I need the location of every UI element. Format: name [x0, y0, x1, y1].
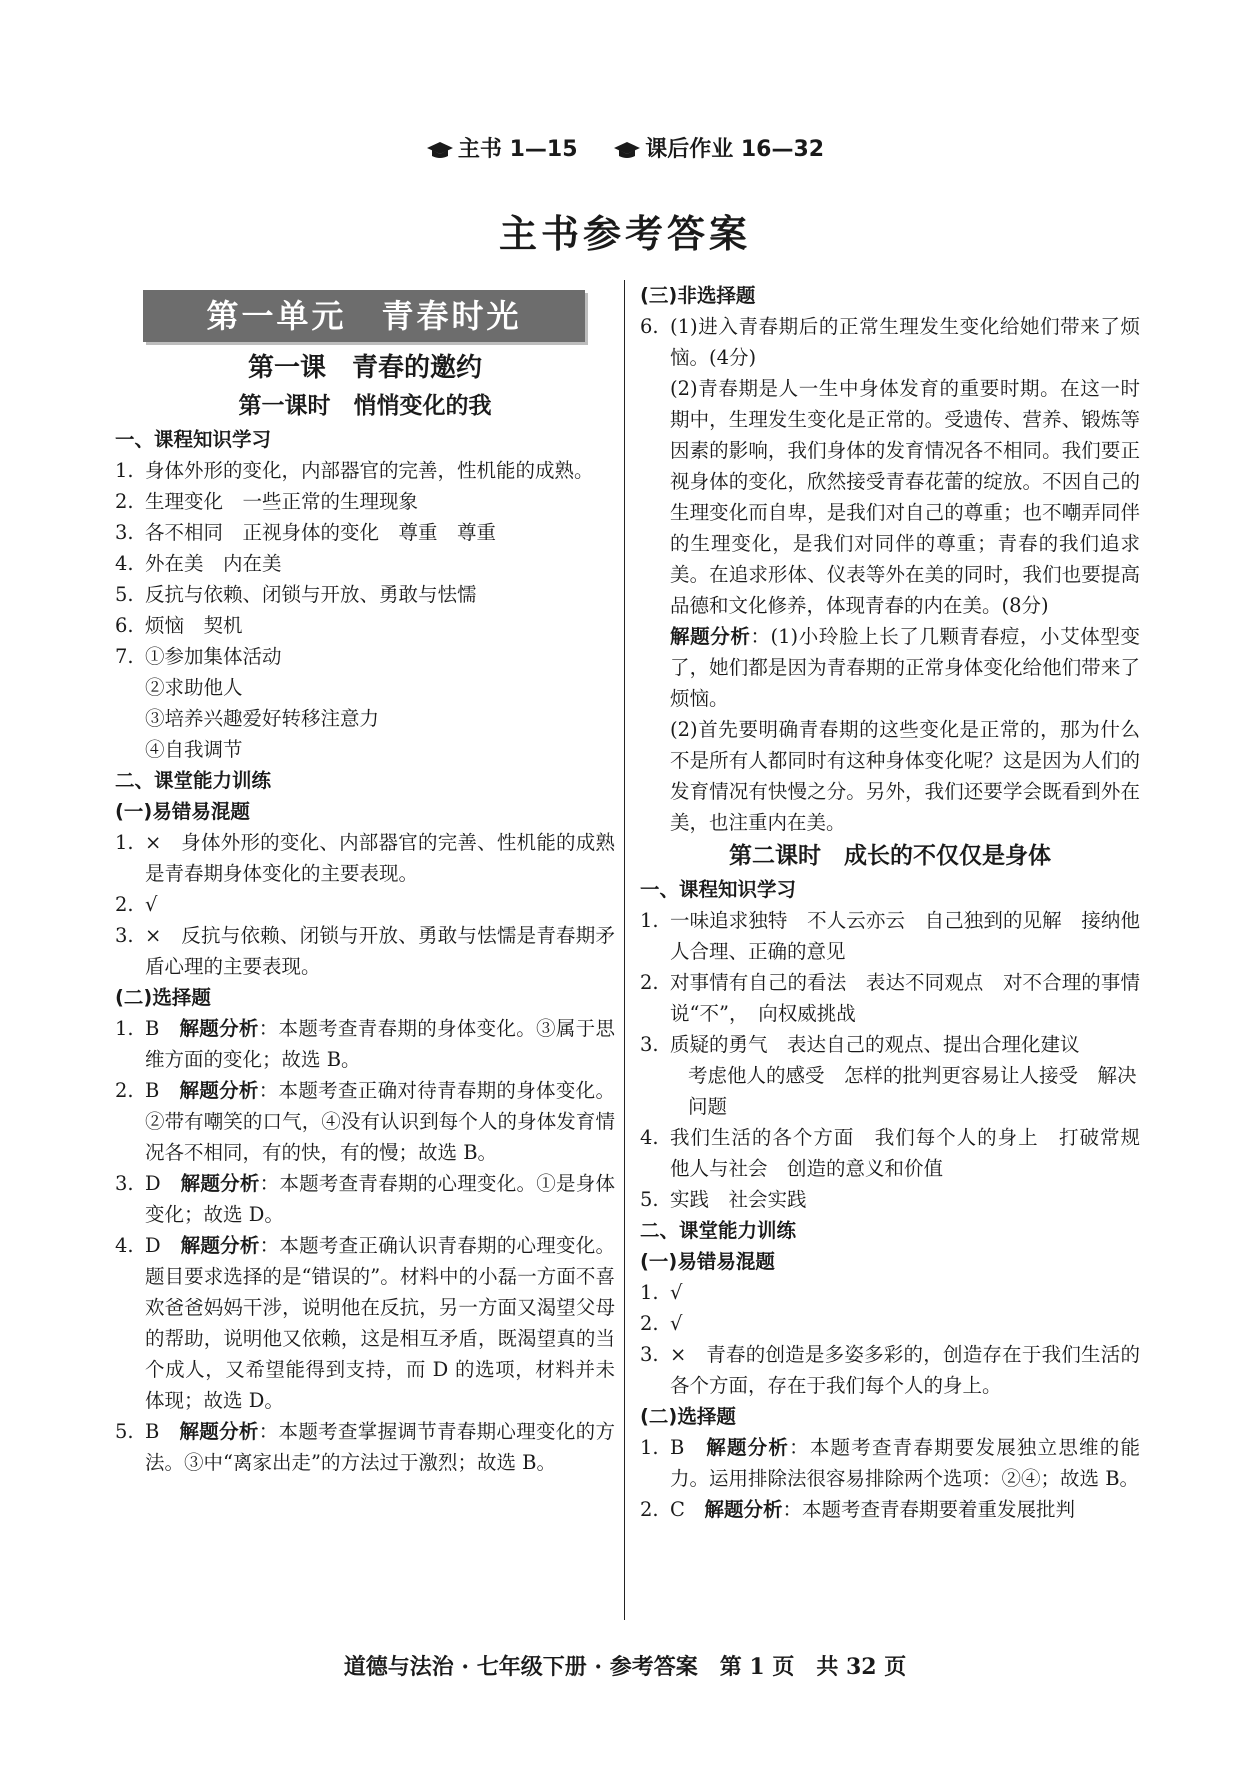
list-item: 4. 外在美 内在美: [115, 552, 282, 575]
list-item: 3. 质疑的勇气 表达自己的观点、提出合理化建议: [640, 1033, 1080, 1056]
list-item: 5. 实践 社会实践: [640, 1188, 807, 1211]
answer-item: 1. B 解题分析：本题考查青春期要发展独立思维的能力。运用排除法很容易排除两个选项：②④；故选 B。: [640, 1436, 1140, 1490]
subsection-heading: (三)非选择题: [640, 284, 756, 307]
answer-item: 3. D 解题分析：本题考查青春期的心理变化。①是身体变化；故选 D。: [115, 1172, 615, 1226]
subsection-heading: (一)易错易混题: [115, 800, 250, 823]
analysis-paragraph: 解题分析：(1)小玲脸上长了几颗青春痘，小艾体型变了，她们都是因为青春期的正常身体变化给他们带来了烦恼。: [670, 625, 1140, 710]
answer-item: 5. B 解题分析：本题考查掌握调节青春期心理变化的方法。③中“离家出走”的方法过于激烈；故选 B。: [115, 1420, 615, 1474]
list-item: 6. 烦恼 契机: [115, 614, 243, 637]
list-item: 3. × 青春的创造是多姿多彩的，创造存在于我们生活的各个方面，存在于我们每个人的身上。: [640, 1343, 1140, 1397]
header-main-book: 主书 1—15: [426, 137, 585, 162]
period-title: 第一课时 悄悄变化的我: [238, 392, 492, 419]
answer-item: 6. (1)进入青春期后的正常生理发生变化给她们带来了烦恼。(4分): [640, 315, 1140, 369]
list-item: 1. √: [640, 1281, 683, 1304]
answer-item: 2. B 解题分析：本题考查正确对待青春期的身体变化。②带有嘲笑的口气，④没有认识到每个人的身体发育情况各不相同，有的快，有的慢；故选 B。: [115, 1079, 615, 1164]
list-item: 2. √: [640, 1312, 683, 1335]
list-item: 5. 反抗与依赖、闭锁与开放、勇敢与怯懦: [115, 583, 477, 606]
graduation-cap-icon: [613, 141, 641, 159]
list-item: 2. √: [115, 893, 158, 916]
section-heading: 一、课程知识学习: [640, 878, 797, 901]
graduation-cap-icon: [426, 141, 454, 159]
section-heading: 二、课堂能力训练: [640, 1219, 797, 1242]
list-item: 3. 各不相同 正视身体的变化 尊重 尊重: [115, 521, 497, 544]
unit-banner: 第一单元 青春时光: [143, 290, 585, 342]
page-footer: 道德与法治 · 七年级下册 · 参考答案 第 1 页 共 32 页: [343, 1654, 907, 1680]
list-subitem: 考虑他人的感受 怎样的批判更容易让人接受 解决问题: [688, 1064, 1137, 1118]
list-subitem: ④自我调节: [145, 738, 243, 761]
answer-paragraph: (2)青春期是人一生中身体发育的重要时期。在这一时期中，生理发生变化是正常的。受遗传、营养、锻炼等因素的影响，我们身体的发育情况各不相同。我们要正视身体的变化，欣然接受青春花蕾的绽放。不因自己的生理变化而自卑，是我们对自己的尊重；也不嘲弄同伴的生理变化，是我们对同伴的尊重；青春的我们追求美。在追求形体、仪表等外在美的同时，我们也要提高品德和文化修养，体现青春的内在美。(8分): [670, 377, 1140, 617]
analysis-paragraph: (2)首先要明确青春期的这些变化是正常的，那为什么不是所有人都同时有这种身体变化呢？这是因为人们的发育情况有快慢之分。另外，我们还要学会既看到外在美，也注重内在美。: [670, 718, 1140, 834]
answer-item: 4. D 解题分析：本题考查正确认识青春期的心理变化。题目要求选择的是“错误的”。材料中的小磊一方面不喜欢爸爸妈妈干涉，说明他在反抗，另一方面又渴望父母的帮助，说明他又依赖，这是相互矛盾，既渴望真的当个成人，又希望能得到支持，而 D 的选项，材料并未体现；故选 D。: [115, 1234, 615, 1412]
list-item: 2. 生理变化 一些正常的生理现象: [115, 490, 419, 513]
list-item: 1. 一味追求独特 不人云亦云 自己独到的见解 接纳他人合理、正确的意见: [640, 909, 1140, 963]
list-item: 7. ①参加集体活动: [115, 645, 282, 668]
section-heading: 一、课程知识学习: [115, 428, 272, 451]
subsection-heading: (二)选择题: [640, 1405, 736, 1428]
left-column: [115, 280, 615, 1478]
section-heading: 二、课堂能力训练: [115, 769, 272, 792]
list-item: 2. 对事情有自己的看法 表达不同观点 对不合理的事情说“不”， 向权威挑战: [640, 971, 1140, 1025]
subsection-heading: (二)选择题: [115, 986, 211, 1009]
page-title: 主书参考答案: [498, 211, 751, 256]
header-homework: 课后作业 16—32: [613, 137, 824, 162]
right-column: [640, 280, 1160, 1525]
list-item: 1. 身体外形的变化，内部器官的完善，性机能的成熟。: [115, 459, 594, 482]
list-item: 1. × 身体外形的变化、内部器官的完善、性机能的成熟是青春期身体变化的主要表现。: [115, 831, 615, 885]
lesson-title: 第一课 青春的邀约: [247, 353, 482, 383]
list-subitem: ②求助他人: [145, 676, 243, 699]
answer-item: 2. C 解题分析：本题考查青春期要着重发展批判: [640, 1498, 1075, 1521]
answer-item: 1. B 解题分析：本题考查青春期的身体变化。③属于思维方面的变化；故选 B。: [115, 1017, 615, 1071]
list-subitem: ③培养兴趣爱好转移注意力: [145, 707, 380, 730]
column-divider: [624, 280, 625, 1620]
list-item: 4. 我们生活的各个方面 我们每个人的身上 打破常规 他人与社会 创造的意义和价值: [640, 1126, 1160, 1180]
list-item: 3. × 反抗与依赖、闭锁与开放、勇敢与怯懦是青春期矛盾心理的主要表现。: [115, 924, 615, 978]
period-title: 第二课时 成长的不仅仅是身体: [729, 842, 1051, 869]
subsection-heading: (一)易错易混题: [640, 1250, 775, 1273]
page-header: [0, 132, 1250, 163]
